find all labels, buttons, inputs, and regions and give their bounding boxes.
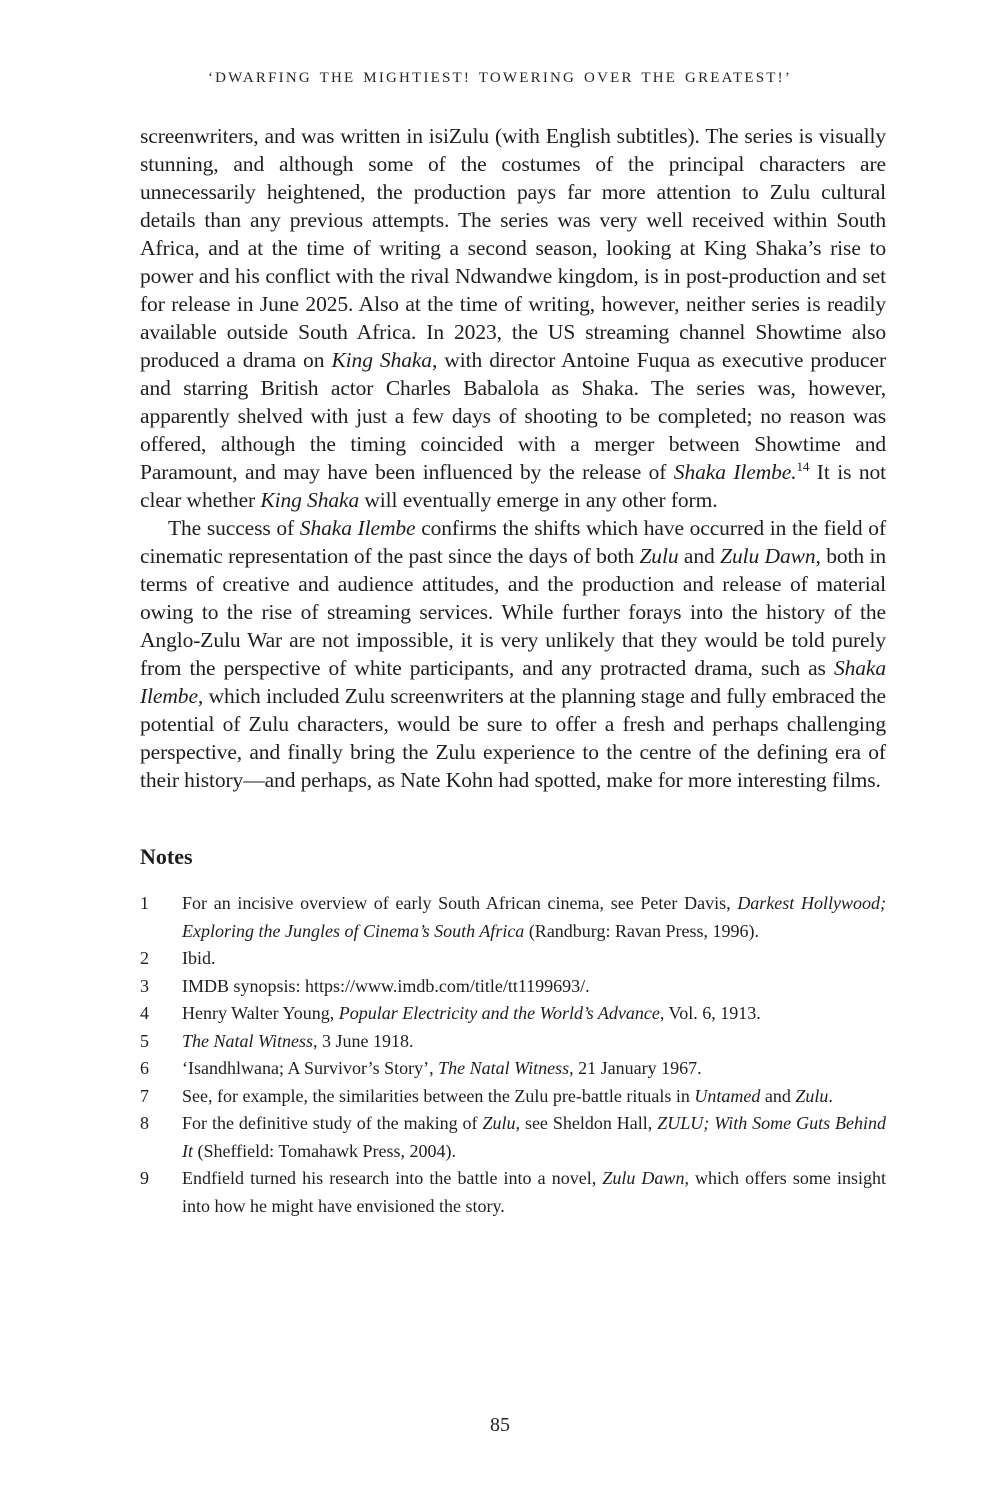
note-number: 4 — [140, 1003, 149, 1023]
italic-text-run: King Shaka — [331, 348, 432, 372]
text-run: confirms the shifts which have occurred in the field of cinematic representation of the past since the days of both — [140, 516, 887, 568]
text-run: (Sheffield: Tomahawk Press, 2004). — [193, 1140, 457, 1161]
text-run: , both in terms of creative and audience attitudes, and the production and release of material owing to the rise of streaming services. While further forays into the history of the Anglo-Zulu War are not impossible, it is very unlikely that they would be told purely from the perspective of white participants, and any protracted drama, such as — [140, 544, 887, 680]
text-run: , 21 January 1967. — [569, 1058, 702, 1078]
notes-list — [140, 890, 886, 1220]
body-text — [140, 122, 886, 794]
italic-text-run: The Natal Witness — [182, 1030, 314, 1051]
page-number: 85 — [490, 1414, 510, 1436]
italic-text-run: Shaka Ilembe — [140, 656, 886, 708]
note-text — [182, 890, 886, 945]
italic-text-run: Zulu — [482, 1113, 516, 1133]
italic-text-run: The Natal Witness — [438, 1058, 570, 1078]
text-run: , which included Zulu screenwriters at the planning stage and fully embraced the potential of Zulu characters, would be sure to offer a fresh and perhaps challenging perspective, and finally bring the Zulu experience to the centre of the defining era of their history—and perhaps, as Nate Kohn had spotted, make for more interesting films. — [140, 684, 886, 792]
note-item — [140, 1110, 886, 1165]
notes-heading: Notes — [140, 844, 193, 869]
text-run: IMDB synopsis: https://www.imdb.com/title/tt1199693/. — [182, 975, 590, 996]
text-run: , which offers some insight into how he might have envisioned the story. — [182, 1168, 886, 1216]
italic-text-run: Zulu Dawn — [720, 544, 816, 568]
text-run: , 3 June 1918. — [313, 1030, 414, 1051]
italic-text-run: Zulu — [795, 1085, 829, 1106]
text-run: and — [678, 544, 721, 568]
text-run: and — [760, 1085, 796, 1106]
italic-text-run: King Shaka — [260, 488, 360, 512]
note-number: 6 — [140, 1058, 149, 1078]
text-run: The success of — [168, 516, 300, 540]
italic-text-run: Darkest Hollywood; Exploring the Jungles of Cinema’s South Africa — [182, 893, 886, 941]
note-text — [182, 1000, 886, 1028]
italic-text-run: Untamed — [694, 1085, 761, 1106]
note-number: 1 — [140, 893, 149, 913]
paragraph — [140, 514, 886, 794]
note-text — [182, 945, 886, 973]
note-item — [140, 1083, 886, 1111]
note-text — [182, 1028, 886, 1056]
page-content — [140, 122, 886, 1220]
note-number: 3 — [140, 975, 149, 996]
note-item — [140, 1165, 886, 1220]
italic-text-run: Popular Electricity and the World’s Advance — [338, 1003, 660, 1023]
text-run: , see Sheldon Hall, — [515, 1113, 658, 1133]
note-number: 9 — [140, 1168, 149, 1188]
text-run: (Randburg: Ravan Press, 1996). — [524, 920, 759, 941]
italic-text-run: Zulu — [639, 544, 679, 568]
note-item — [140, 1000, 886, 1028]
text-run: For the definitive study of the making of — [182, 1113, 483, 1133]
note-item — [140, 890, 886, 945]
text-run: . — [828, 1085, 833, 1106]
text-run: See, for example, the similarities between the Zulu pre-battle rituals in — [182, 1085, 695, 1106]
note-text — [182, 1083, 886, 1111]
note-item — [140, 1055, 886, 1083]
footnote-marker: 14 — [796, 458, 810, 474]
note-number: 2 — [140, 948, 149, 968]
note-text — [182, 1110, 886, 1165]
note-number: 5 — [140, 1030, 149, 1051]
italic-text-run: Shaka Ilembe. — [673, 460, 797, 484]
text-run: ‘Isandhlwana; A Survivor’s Story’, — [182, 1058, 439, 1078]
text-run: will eventually emerge in any other form. — [359, 488, 718, 512]
note-item — [140, 945, 886, 973]
text-run: For an incisive overview of early South African cinema, see Peter Davis, — [182, 893, 738, 913]
note-item — [140, 1028, 886, 1056]
running-header: ‘DWARFING THE MIGHTIEST! TOWERING OVER THE GREATEST!’ — [207, 70, 793, 86]
text-run: , with director Antoine Fuqua as executive producer and starring British actor Charles Babalola as Shaka. The series was, however, apparently shelved with just a few days of shooting to be completed; no reason was offered, although the timing coincided with a merger between Showtime and Paramount, and may have been influenced by the release of — [140, 348, 886, 484]
text-run: Henry Walter Young, — [182, 1003, 339, 1023]
italic-text-run: Shaka Ilembe — [299, 516, 416, 540]
note-text — [182, 973, 886, 1001]
text-run: It is not clear whether — [140, 460, 886, 512]
text-run: screenwriters, and was written in isiZulu (with English subtitles). The series is visually stunning, and although some of the costumes of the principal characters are unnecessarily heightened, the production pays far more attention to Zulu cultural details than any previous attempts. The series was very well received within South Africa, and at the time of writing a second season, looking at King Shaka’s rise to power and his conflict with the rival Ndwandwe kingdom, is in post-production and set for release in June 2025. Also at the time of writing, however, neither series is readily available outside South Africa. In 2023, the US streaming channel Showtime also produced a drama on — [140, 124, 886, 372]
note-text — [182, 1055, 886, 1083]
note-text — [182, 1165, 886, 1220]
italic-text-run: Zulu Dawn — [602, 1168, 685, 1188]
text-run: Ibid. — [182, 948, 216, 968]
note-number: 8 — [140, 1113, 149, 1133]
italic-text-run: ZULU; With Some Guts Behind It — [182, 1113, 887, 1161]
note-item — [140, 973, 886, 1001]
text-run: , Vol. 6, 1913. — [659, 1003, 761, 1023]
text-run: Endfield turned his research into the battle into a novel, — [182, 1168, 603, 1188]
paragraph — [140, 122, 886, 514]
note-number: 7 — [140, 1085, 149, 1106]
